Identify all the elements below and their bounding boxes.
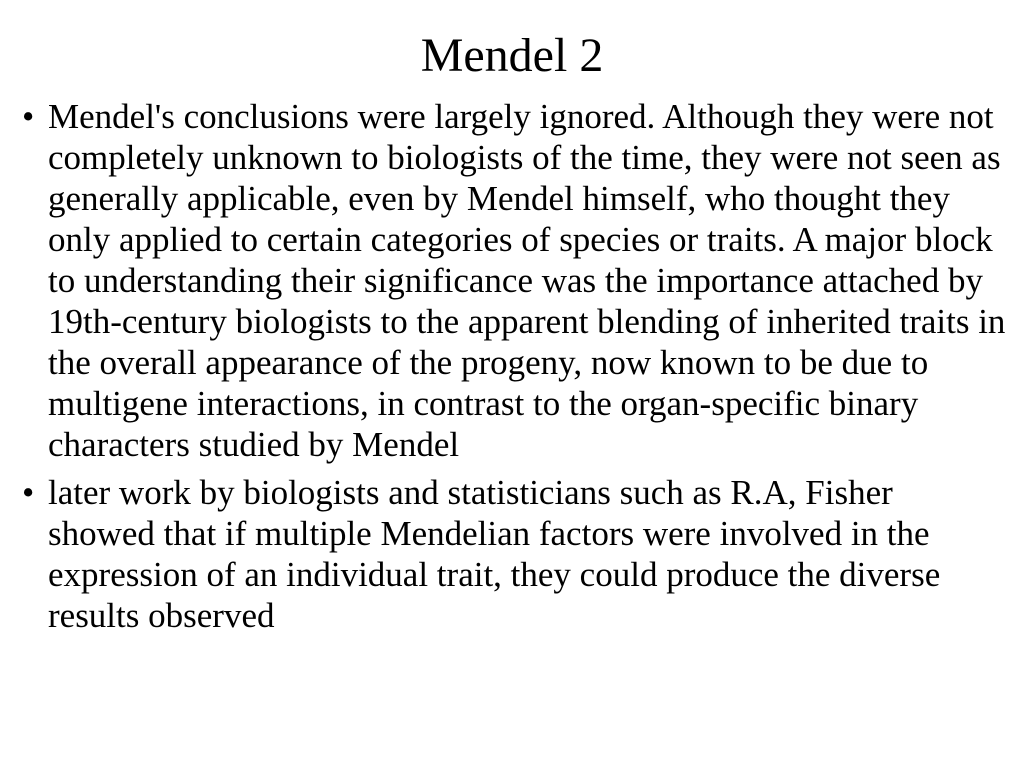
bullet-text: later work by biologists and statisticians such as R.A, Fisher showed that if multiple Mendelian factors were involved in the expression of an individual trait, they could produce the diverse results observed — [48, 473, 941, 635]
bullet-text: Mendel's conclusions were largely ignored. Although they were not completely unknown to biologists of the time, they were not seen as generally applicable, even by Mendel himself, who thought they only applied to certain categories of species or traits. A major block to understanding their significance was the importance attached by 19th-century biologists to the apparent blending of inherited traits in the overall appearance of the progeny, now known to be due to multigene interactions, in contrast to the organ-specific binary characters studied by Mendel — [48, 97, 1006, 464]
bullet-item — [22, 472, 1007, 636]
slide-title: Mendel 2 — [420, 29, 604, 82]
bullet-list — [22, 96, 1007, 643]
bullet-icon: • — [22, 97, 35, 136]
bullet-icon: • — [22, 473, 35, 512]
bullet-item — [22, 96, 1007, 465]
